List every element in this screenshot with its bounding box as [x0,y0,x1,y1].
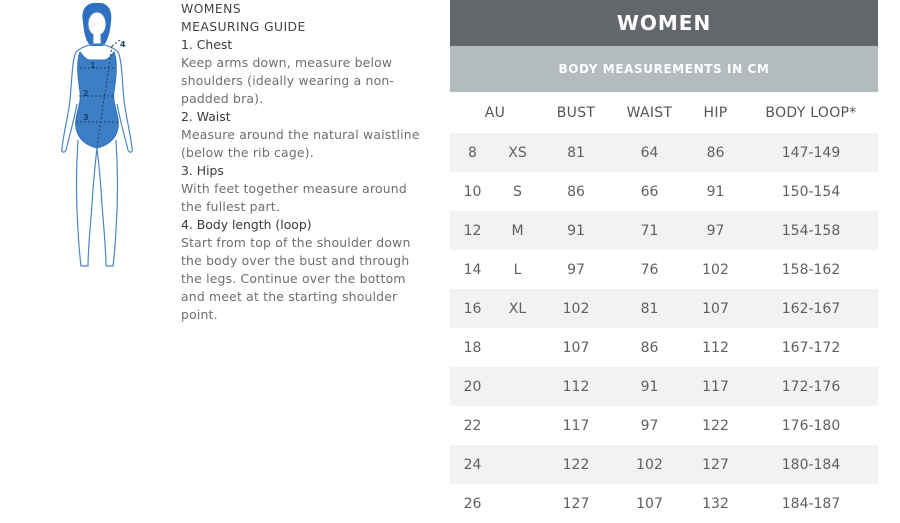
cell-loop: 176-180 [781,417,841,434]
header-hip: HIP [703,104,728,121]
cell-waist: 66 [640,183,659,200]
header-bust: BUST [556,104,596,121]
cell-hip: 122 [702,417,729,434]
cell-loop: 150-154 [781,183,841,200]
cell-waist: 97 [640,417,659,434]
step-description: Keep arms down, measure below shoulders (ideally wearing a non-padded bra). [181,55,395,106]
cell-hip: 97 [706,222,725,239]
cell-hip: 102 [702,261,729,278]
measuring-guide [181,0,431,324]
table-row [450,250,878,289]
cell-loop: 162-167 [781,300,841,317]
step-description: Measure around the natural waistline (below the rib cage). [181,127,420,160]
cell-loop: 180-184 [781,456,841,473]
figure-label-3: 3 [83,113,89,122]
cell-bust: 107 [562,339,590,356]
cell-waist: 102 [636,456,663,473]
cell-size: S [513,183,522,200]
cell-waist: 71 [640,222,659,239]
step-title: 3. Hips [181,163,224,178]
table-row [450,172,878,211]
figure-label-2: 2 [83,89,89,98]
cell-bust: 91 [567,222,585,239]
cell-loop: 154-158 [781,222,841,239]
cell-size [495,484,540,523]
table-row [450,445,878,484]
cell-hip: 107 [702,300,729,317]
cell-hip: 117 [702,378,729,395]
header-body-loop: BODY LOOP* [765,104,857,121]
step-description: With feet together measure around the fullest part. [181,181,407,214]
table-row [450,289,878,328]
header-waist: WAIST [626,104,673,121]
cell-waist: 64 [640,144,659,161]
guide-step-hips [181,162,431,216]
cell-bust: 117 [562,417,590,434]
female-figure-icon [50,0,146,275]
cell-loop: 172-176 [781,378,841,395]
step-title: 1. Chest [181,37,233,52]
cell-bust: 86 [567,183,585,200]
guide-heading-line1: WOMENS [181,1,242,16]
guide-heading-line2: MEASURING GUIDE [181,19,306,34]
cell-au: 8 [468,144,477,161]
size-chart [450,0,878,523]
cell-au: 16 [463,300,482,317]
table-row [450,367,878,406]
cell-loop: 147-149 [781,144,841,161]
table-row [450,211,878,250]
figure-label-1: 1 [90,61,96,70]
cell-loop: 167-172 [781,339,841,356]
cell-hip: 91 [706,183,725,200]
cell-waist: 81 [640,300,659,317]
cell-size [495,406,540,445]
cell-size [495,445,540,484]
cell-hip: 127 [702,456,729,473]
cell-size: XL [508,300,527,317]
figure-label-4: 4 [120,40,126,49]
step-description: Start from top of the shoulder down the body over the bust and through the legs. Continue over the bottom and meet at the starting shoulder point. [181,235,411,322]
cell-au: 24 [463,456,482,473]
guide-step-body-length [181,216,431,324]
step-title: 2. Waist [181,109,231,124]
header-au: AU [484,104,506,121]
cell-hip: 86 [706,144,725,161]
cell-waist: 91 [640,378,659,395]
size-table [450,92,878,523]
cell-au: 12 [463,222,482,239]
cell-au: 26 [463,495,482,512]
table-row [450,406,878,445]
cell-bust: 102 [562,300,590,317]
table-row [450,328,878,367]
cell-au: 22 [463,417,482,434]
guide-step-waist [181,108,431,162]
guide-step-chest [181,36,431,108]
cell-bust: 97 [567,261,585,278]
cell-au: 10 [463,183,482,200]
cell-size [495,328,540,367]
measuring-figure-illustration [50,0,146,275]
cell-bust: 81 [567,144,585,161]
cell-waist: 107 [636,495,663,512]
cell-waist: 86 [640,339,659,356]
cell-bust: 122 [562,456,590,473]
cell-waist: 76 [640,261,659,278]
table-row [450,133,878,172]
table-row [450,484,878,523]
cell-size: L [513,261,522,278]
cell-au: 20 [463,378,482,395]
cell-size: XS [508,144,527,161]
cell-bust: 127 [562,495,590,512]
chart-title: WOMEN [450,0,878,46]
cell-au: 18 [463,339,482,356]
cell-hip: 132 [702,495,729,512]
cell-bust: 112 [562,378,590,395]
cell-hip: 112 [702,339,729,356]
cell-size: M [511,222,524,239]
step-title: 4. Body length (loop) [181,217,312,232]
cell-size [495,367,540,406]
cell-loop: 184-187 [781,495,841,512]
cell-au: 14 [463,261,482,278]
cell-loop: 158-162 [781,261,841,278]
chart-subtitle: BODY MEASUREMENTS IN CM [450,46,878,92]
table-header-row [450,92,878,133]
